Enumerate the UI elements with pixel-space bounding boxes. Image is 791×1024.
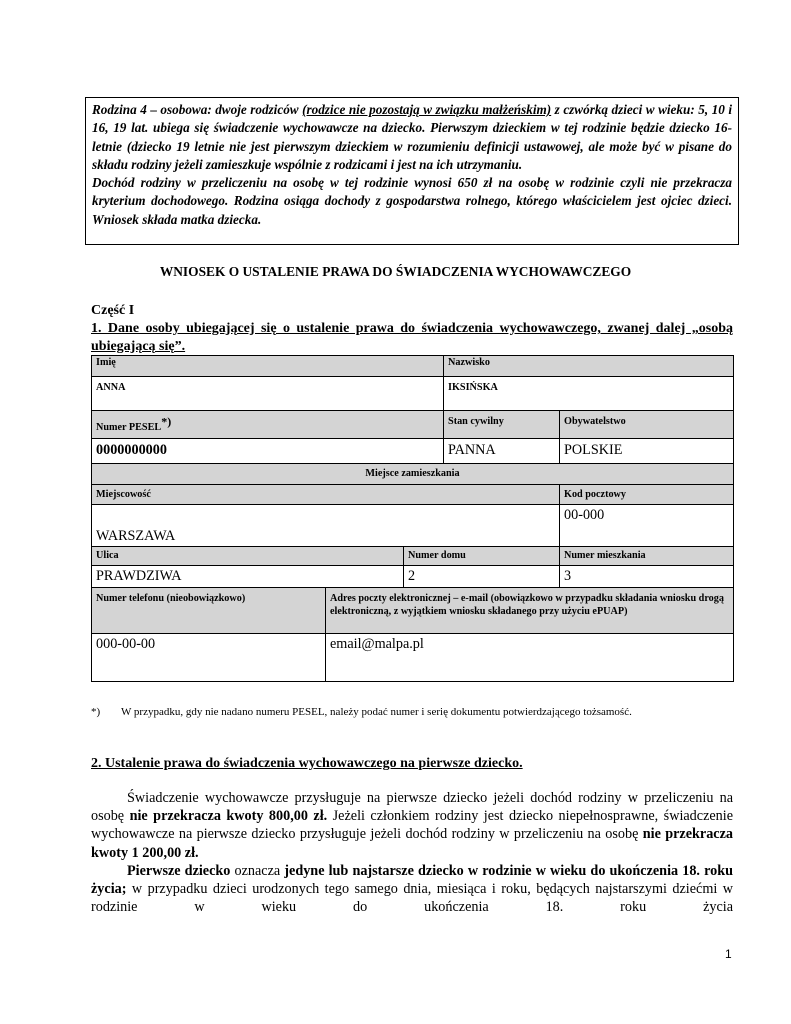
- page-number: 1: [725, 947, 732, 961]
- body-text: w przypadku dzieci urodzonych tego samego dnia, miesiąca i roku, będących najstarszymi dziećmi w rodzinie w wieku do ukończenia 18. roku życia: [91, 881, 733, 916]
- city-field[interactable]: WARSZAWA: [92, 505, 560, 547]
- body-text: Jeżeli członkiem rodziny jest dziecko niepełnosprawne, świadczenie wychowawcze na pierwsze dziecko przysługuje jeżeli dochód rodziny w przeliczeniu na osobę: [91, 808, 733, 843]
- pesel-field[interactable]: 0000000000: [92, 439, 444, 464]
- case-text-underlined: (rodzice nie pozostają w związku małżeńskim): [302, 102, 552, 117]
- case-description-box: [85, 97, 739, 245]
- residence-section-label: Miejsce zamieszkania: [92, 464, 734, 485]
- case-text: z czwórką dzieci w wieku: 5, 10 i 16, 19 lat. ubiega się świadczenie wychowawcze na dziecko. Pierwszym dzieckiem w tej rodzinie będzie dziecko 16-letnie (dziecko 19 letnie nie jest pierwszym dzieckiem w rozumieniu definicji ustawowej, ale może być w pisane do składu rodziny jeżeli zamieszkuje wspólnie z rodzicami i jest na ich utrzymaniu.: [92, 102, 732, 172]
- case-description-paragraph-2: Dochód rodziny w przeliczeniu na osobę w tej rodzinie wynosi 650 zł na osobę w rodzinie czyli nie przekracza kryterium dochodowego. Rodzina osiąga dochody z gospodarstwa rolnego, którego właścicielem jest ojciec dzieci. Wniosek składa matka dziecka.: [92, 175, 732, 227]
- document-title: WNIOSEK O USTALENIE PRAWA DO ŚWIADCZENIA WYCHOWAWCZEGO: [159, 264, 632, 279]
- first-name-field[interactable]: ANNA: [92, 377, 444, 411]
- apartment-number-label: Numer mieszkania: [560, 547, 734, 566]
- last-name-label: Nazwisko: [444, 356, 734, 377]
- body-text-bold: nie przekracza kwoty 1 200,00 zł.: [91, 826, 733, 861]
- body-text-bold: Pierwsze dziecko: [127, 862, 231, 879]
- body-text-bold: jedyne lub najstarsze dziecko w rodzinie w wieku do ukończenia 18. roku życia;: [91, 862, 733, 898]
- applicant-data-form: [91, 355, 734, 682]
- body-paragraph-2: [91, 862, 733, 917]
- pesel-label-text: Numer PESEL: [96, 422, 162, 433]
- marital-status-field[interactable]: PANNA: [444, 439, 560, 464]
- email-field[interactable]: email@malpa.pl: [326, 634, 734, 682]
- section-2-heading: 2. Ustalenie prawa do świadczenia wychowawczego na pierwsze dziecko.: [91, 756, 523, 771]
- street-field[interactable]: PRAWDZIWA: [92, 566, 404, 588]
- marital-status-label: Stan cywilny: [444, 411, 560, 439]
- body-paragraph-1: [91, 789, 733, 862]
- citizenship-label: Obywatelstwo: [560, 411, 734, 439]
- house-number-label: Numer domu: [404, 547, 560, 566]
- first-name-label: Imię: [92, 356, 444, 377]
- case-description-paragraph-1: [92, 101, 732, 174]
- citizenship-field[interactable]: POLSKIE: [560, 439, 734, 464]
- postal-code-label: Kod pocztowy: [560, 485, 734, 505]
- pesel-footnote: [91, 706, 632, 718]
- last-name-field[interactable]: IKSIŃSKA: [444, 377, 734, 411]
- body-text: Świadczenie wychowawcze przysługuje na pierwsze dziecko jeżeli dochód rodziny w przeliczeniu na osobę: [91, 790, 733, 825]
- postal-code-field[interactable]: 00-000: [560, 505, 734, 547]
- part-heading: Część I: [91, 303, 135, 318]
- body-text-bold: nie przekracza kwoty 800,00 zł.: [129, 808, 328, 825]
- pesel-label: [92, 411, 444, 439]
- house-number-field[interactable]: 2: [404, 566, 560, 588]
- phone-label: Numer telefonu (nieobowiązkowo): [92, 588, 326, 634]
- section-2-body: [91, 789, 733, 916]
- city-label: Miejscowość: [92, 485, 560, 505]
- apartment-number-field[interactable]: 3: [560, 566, 734, 588]
- street-label: Ulica: [92, 547, 404, 566]
- email-label: Adres poczty elektronicznej – e-mail (obowiązkowo w przypadku składania wniosku drogą elektroniczną, z wyjątkiem wniosku składanego przy użyciu ePUAP): [326, 588, 734, 634]
- body-text: oznacza: [230, 862, 285, 879]
- phone-field[interactable]: 000-00-00: [92, 634, 326, 682]
- footnote-text: W przypadku, gdy nie nadano numeru PESEL, należy podać numer i serię dokumentu potwierdzającego tożsamość.: [121, 706, 632, 718]
- section-1-heading: 1. Dane osoby ubiegającej się o ustalenie prawa do świadczenia wychowawczego, zwanej dalej „osobą ubiegającą się”.: [91, 321, 733, 354]
- footnote-mark: *): [91, 706, 101, 718]
- case-text: Rodzina 4 – osobowa: dwoje rodziców: [92, 102, 303, 117]
- pesel-footnote-mark: *): [161, 414, 172, 429]
